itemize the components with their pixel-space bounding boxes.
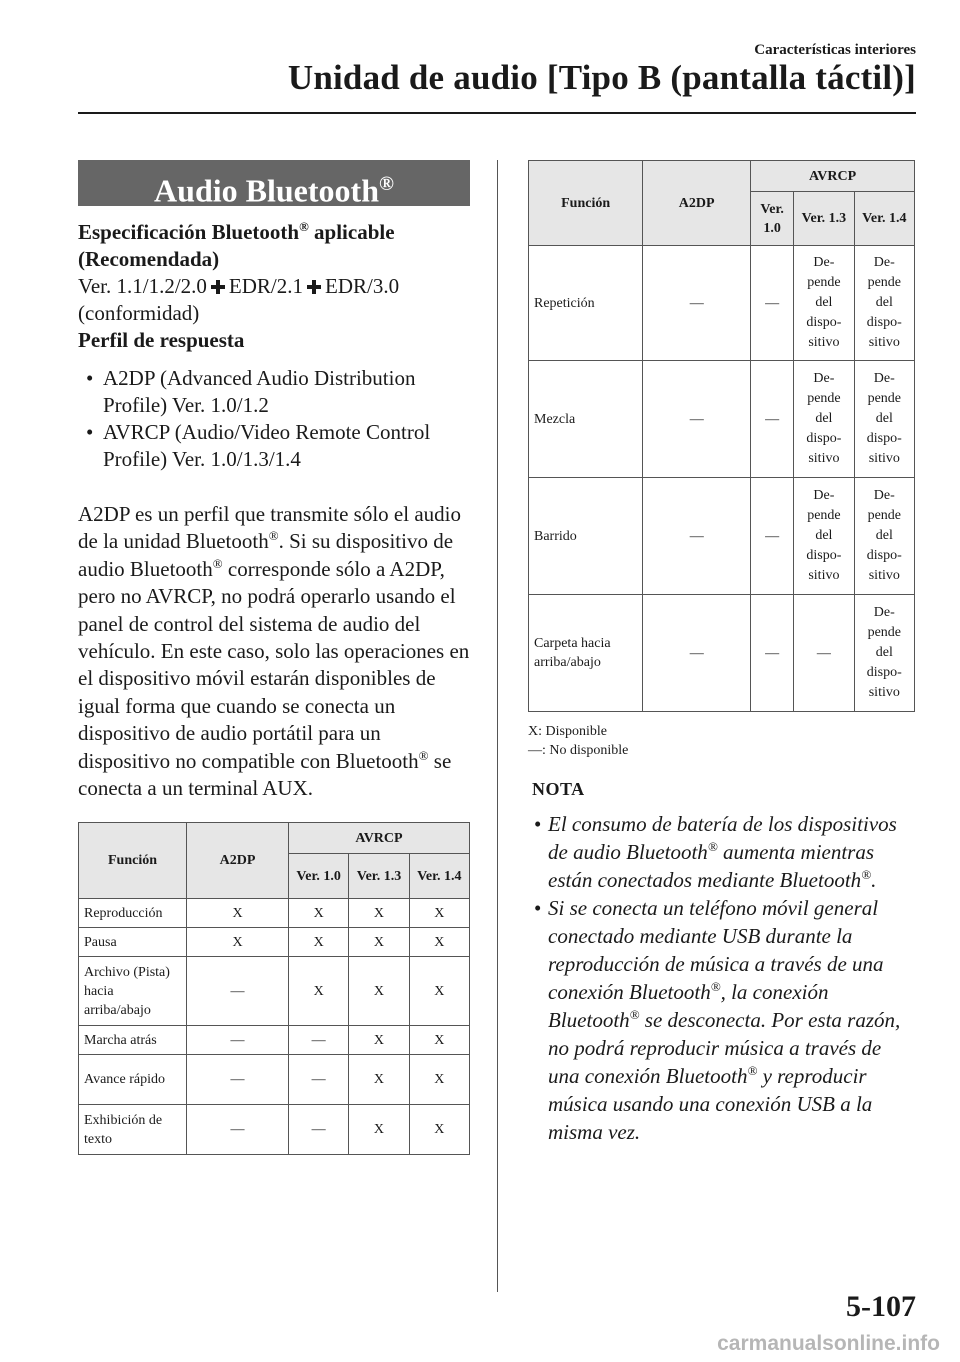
banner-text: Audio Bluetooth xyxy=(154,172,379,209)
table-row xyxy=(79,899,470,928)
cell-ver14: X xyxy=(409,1055,469,1105)
table-row xyxy=(529,361,915,478)
table-legend xyxy=(528,722,915,760)
registered-mark: ® xyxy=(629,1007,640,1022)
right-column xyxy=(528,160,915,1146)
note-item xyxy=(528,894,915,1146)
plus-icon xyxy=(211,280,225,294)
section-label: Características interiores xyxy=(754,42,916,58)
cell-function: Archivo (Pista) hacia arriba/abajo xyxy=(79,957,187,1026)
version-a: Ver. 1.1/1.2/2.0 xyxy=(78,274,207,298)
cell-ver13: X xyxy=(349,1105,409,1155)
profile-heading: Perfil de respuesta xyxy=(78,328,245,352)
note-body xyxy=(528,810,915,1146)
version-c: EDR/3.0 xyxy=(325,274,400,298)
note-1-a: El consumo de batería de los dispositivos de audio Bluetooth xyxy=(548,812,897,864)
registered-mark: ® xyxy=(418,747,429,763)
col-header-function: Función xyxy=(79,823,187,899)
cell-ver14: X xyxy=(409,957,469,1026)
note-2-b: , la conexión Bluetooth xyxy=(548,980,829,1032)
spec-heading xyxy=(78,219,470,246)
cell-ver10: — xyxy=(289,1105,349,1155)
conformity-line: (conformidad) xyxy=(78,301,200,325)
cell-ver10: — xyxy=(289,1026,349,1055)
cell-ver14: De-pende del dispo-sitivo xyxy=(854,246,914,361)
cell-a2dp: — xyxy=(643,478,751,595)
note-2-d: y reproducir música usando una conexión USB a la misma vez. xyxy=(548,1064,873,1144)
section-banner xyxy=(78,160,470,209)
cell-ver14: De-pende del dispo-sitivo xyxy=(854,361,914,478)
col-header-ver14: Ver. 1.4 xyxy=(409,854,469,899)
registered-mark: ® xyxy=(378,173,394,195)
cell-function: Barrido xyxy=(529,478,643,595)
registered-mark: ® xyxy=(861,867,872,882)
cell-ver14: X xyxy=(409,1105,469,1155)
cell-ver14: X xyxy=(409,928,469,957)
cell-ver10: X xyxy=(289,928,349,957)
col-header-ver13: Ver. 1.3 xyxy=(349,854,409,899)
cell-a2dp: — xyxy=(187,1105,289,1155)
profile-item xyxy=(78,365,470,419)
table-row xyxy=(79,1055,470,1105)
col-header-function: Función xyxy=(529,161,643,246)
cell-ver13: X xyxy=(349,928,409,957)
watermark: carmanualsonline.info xyxy=(717,1332,940,1355)
col-header-a2dp: A2DP xyxy=(643,161,751,246)
cell-ver13: X xyxy=(349,899,409,928)
registered-mark: ® xyxy=(710,979,721,994)
bullet-icon: • xyxy=(86,420,94,444)
cell-ver10: — xyxy=(751,246,794,361)
cell-function: Marcha atrás xyxy=(79,1026,187,1055)
bullet-icon: • xyxy=(86,366,94,390)
note-1-c: . xyxy=(871,868,877,892)
para-c: corresponde sólo a A2DP, pero no AVRCP, no podrá operarlo usando el panel de control del sistema de audio del vehículo. En este caso, solo las operaciones en el dispositivo móvil estarán disponibles de igual forma que cuando se conecta un dispositivo de audio portátil para un dispositivo no compatible con Bluetooth xyxy=(78,556,470,773)
bullet-icon: • xyxy=(534,896,542,920)
col-header-a2dp: A2DP xyxy=(187,823,289,899)
bullet-icon: • xyxy=(534,812,542,836)
cell-ver13: X xyxy=(349,1026,409,1055)
col-header-ver10: Ver. 1.0 xyxy=(751,192,794,246)
cell-ver13: — xyxy=(794,595,854,712)
cell-ver10: X xyxy=(289,899,349,928)
cell-ver10: — xyxy=(751,361,794,478)
col-header-avrcp: AVRCP xyxy=(289,823,470,854)
page-number: 5-107 xyxy=(846,1290,916,1323)
function-table-right xyxy=(528,160,915,712)
profile-item xyxy=(78,419,470,473)
table-row xyxy=(79,957,470,1026)
col-header-ver13: Ver. 1.3 xyxy=(794,192,854,246)
cell-a2dp: — xyxy=(643,361,751,478)
function-table-left xyxy=(78,822,470,1155)
table-row xyxy=(529,478,915,595)
cell-function: Exhibición de texto xyxy=(79,1105,187,1155)
note-2-a: Si se conecta un teléfono móvil general conectado mediante USB durante la reproducción de música a través de una conexión Bluetooth xyxy=(548,896,884,1004)
cell-ver13: X xyxy=(349,1055,409,1105)
column-divider xyxy=(497,160,498,1292)
cell-ver13: De-pende del dispo-sitivo xyxy=(794,478,854,595)
legend-unavailable: —: No disponible xyxy=(528,743,629,758)
cell-a2dp: X xyxy=(187,928,289,957)
cell-a2dp: — xyxy=(187,957,289,1026)
cell-function: Carpeta hacia arriba/abajo xyxy=(529,595,643,712)
plus-icon xyxy=(307,280,321,294)
note-1-b: aumenta mientras están conectados mediante Bluetooth xyxy=(548,840,875,892)
cell-function: Avance rápido xyxy=(79,1055,187,1105)
legend-available: X: Disponible xyxy=(528,724,607,739)
col-header-ver14: Ver. 1.4 xyxy=(854,192,914,246)
para-b: . Si su dispositivo de audio Bluetooth xyxy=(78,529,454,581)
cell-function: Repetición xyxy=(529,246,643,361)
table-row xyxy=(79,1026,470,1055)
note-heading: NOTA xyxy=(532,779,585,799)
cell-a2dp: — xyxy=(187,1055,289,1105)
cell-ver10: — xyxy=(289,1055,349,1105)
cell-ver14: De-pende del dispo-sitivo xyxy=(854,595,914,712)
registered-mark: ® xyxy=(299,219,309,234)
cell-function: Mezcla xyxy=(529,361,643,478)
registered-mark: ® xyxy=(268,528,279,544)
note-2-c: se desconecta. Por esta razón, no podrá reproducir música a través de una conexión Bluetooth xyxy=(548,1008,901,1088)
cell-a2dp: — xyxy=(643,595,751,712)
cell-function: Pausa xyxy=(79,928,187,957)
cell-ver13: De-pende del dispo-sitivo xyxy=(794,246,854,361)
cell-ver10: — xyxy=(751,478,794,595)
registered-mark: ® xyxy=(212,555,223,571)
cell-function: Reproducción xyxy=(79,899,187,928)
registered-mark: ® xyxy=(747,1063,758,1078)
cell-ver10: — xyxy=(751,595,794,712)
cell-ver13: X xyxy=(349,957,409,1026)
registered-mark: ® xyxy=(707,839,718,854)
col-header-avrcp: AVRCP xyxy=(751,161,915,192)
page-title: Unidad de audio [Tipo B (pantalla táctil)] xyxy=(287,58,916,97)
version-b: EDR/2.1 xyxy=(228,274,304,298)
cell-a2dp: — xyxy=(187,1026,289,1055)
spec-heading-a: Especificación Bluetooth xyxy=(78,220,300,244)
cell-ver14: X xyxy=(409,1026,469,1055)
table-row xyxy=(529,595,915,712)
cell-a2dp: X xyxy=(187,899,289,928)
profile-text: AVRCP (Audio/Video Remote Control Profile) Ver. 1.0/1.3/1.4 xyxy=(103,420,431,471)
col-header-ver10: Ver. 1.0 xyxy=(289,854,349,899)
profile-text: A2DP (Advanced Audio Distribution Profile) Ver. 1.0/1.2 xyxy=(103,366,416,417)
spec-heading-recommended: (Recomendada) xyxy=(78,247,220,271)
cell-ver14: De-pende del dispo-sitivo xyxy=(854,478,914,595)
table-row xyxy=(79,1105,470,1155)
a2dp-paragraph xyxy=(78,501,470,802)
cell-ver13: De-pende del dispo-sitivo xyxy=(794,361,854,478)
left-column xyxy=(78,160,470,1155)
para-a: A2DP es un perfil que transmite sólo el audio de la unidad Bluetooth xyxy=(78,502,461,554)
cell-ver10: X xyxy=(289,957,349,1026)
version-line xyxy=(78,273,470,300)
cell-a2dp: — xyxy=(643,246,751,361)
header-divider xyxy=(78,112,916,114)
table-row xyxy=(529,246,915,361)
spec-heading-b: aplicable xyxy=(308,220,395,244)
para-d: se conecta a un terminal AUX. xyxy=(78,748,452,801)
note-item xyxy=(528,810,915,894)
table-row xyxy=(79,928,470,957)
cell-ver14: X xyxy=(409,899,469,928)
